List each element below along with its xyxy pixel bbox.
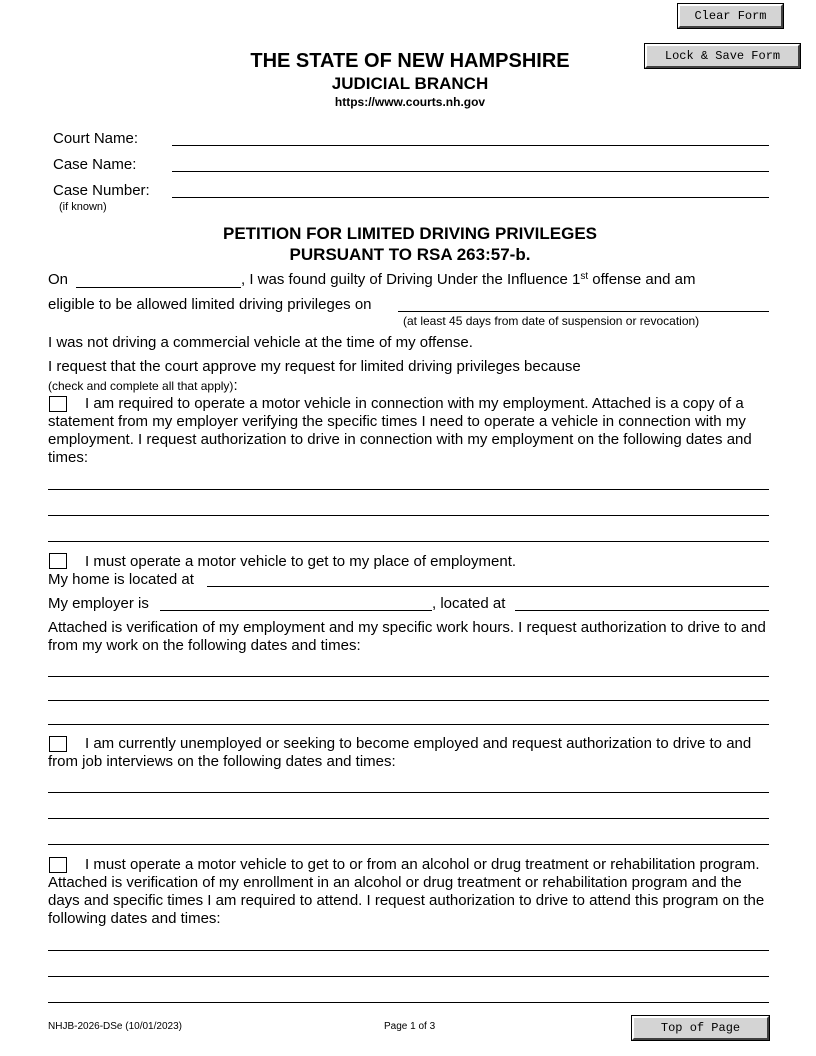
petition-title: PETITION FOR LIMITED DRIVING PRIVILEGES <box>222 224 598 243</box>
employer-name-field[interactable] <box>160 610 432 611</box>
case-number-field[interactable] <box>172 197 769 198</box>
verification-text: Attached is verification of my employment and my specific work hours. I request authorization to drive to and from my work on the following dates and times: <box>48 619 766 654</box>
case-name-field[interactable] <box>172 171 769 172</box>
employer-is-label: My employer is <box>48 595 149 612</box>
branch-heading: JUDICIAL BRANCH <box>331 74 489 93</box>
treatment-text: I must operate a motor vehicle to get to or from an alcohol or drug treatment or rehabilitation program. Attached is verification of my enrollment in an alcohol or drug treatment or rehabilitation program and the days and specific times I am required to attend. I request authorization to drive to attend this program on the following dates and times: <box>48 856 765 927</box>
page-number: Page 1 of 3 <box>384 1021 436 1032</box>
work-times-line-3[interactable] <box>48 724 769 725</box>
to-employment-checkbox[interactable] <box>49 553 67 569</box>
on-label: On <box>48 271 69 288</box>
petition-subtitle: PURSUANT TO RSA 263:57-b. <box>289 245 531 264</box>
treatment-times-line-3[interactable] <box>48 1002 769 1003</box>
court-name-field[interactable] <box>172 145 769 146</box>
not-commercial-text: I was not driving a commercial vehicle at the time of my offense. <box>48 334 473 351</box>
work-times-line-1[interactable] <box>48 676 769 677</box>
if-known-note: (if known) <box>59 201 107 213</box>
check-all-note: (check and complete all that apply): <box>48 377 238 394</box>
eligible-date-field[interactable] <box>398 311 769 312</box>
employment-operate-text: I am required to operate a motor vehicle in connection with my employment. Attached is a copy of a statement from my employer verifying the specific times I need to operate a vehicle in connection with my employment. I request authorization to drive in connection with my employment on the following dates and times: <box>48 395 752 466</box>
court-url: https://www.courts.nh.gov <box>334 95 486 109</box>
interview-times-line-3[interactable] <box>48 844 769 845</box>
employment-times-line-2[interactable] <box>48 515 769 516</box>
unemployed-text: I am currently unemployed or seeking to become employed and request authorization to drive to and from job interviews on the following dates and times: <box>48 735 752 770</box>
interview-times-line-2[interactable] <box>48 818 769 819</box>
request-text: I request that the court approve my request for limited driving privileges because <box>48 358 581 375</box>
employer-address-field[interactable] <box>515 610 769 611</box>
treatment-times-line-2[interactable] <box>48 976 769 977</box>
employment-times-line-1[interactable] <box>48 489 769 490</box>
court-name-label: Court Name: <box>53 130 139 147</box>
treatment-times-line-1[interactable] <box>48 950 769 951</box>
interview-times-line-1[interactable] <box>48 792 769 793</box>
form-id: NHJB-2026-DSe (10/01/2023) <box>48 1021 182 1032</box>
state-heading: THE STATE OF NEW HAMPSHIRE <box>250 50 570 72</box>
home-located-label: My home is located at <box>48 571 194 588</box>
located-at-label: , located at <box>432 595 506 612</box>
employment-times-line-3[interactable] <box>48 541 769 542</box>
found-guilty-text: , I was found guilty of Driving Under the Influence 1st offense and am <box>241 271 696 288</box>
lock-save-form-button[interactable]: Lock & Save Form <box>645 44 800 68</box>
case-name-label: Case Name: <box>53 156 137 173</box>
top-of-page-button[interactable]: Top of Page <box>632 1016 769 1040</box>
conviction-date-field[interactable] <box>76 287 241 288</box>
clear-form-button[interactable]: Clear Form <box>678 4 783 28</box>
home-address-field[interactable] <box>207 586 769 587</box>
eligible-date-note: (at least 45 days from date of suspension or revocation) <box>403 314 700 328</box>
to-employment-text: I must operate a motor vehicle to get to my place of employment. <box>85 553 517 570</box>
eligible-text: eligible to be allowed limited driving privileges on <box>48 296 372 313</box>
work-times-line-2[interactable] <box>48 700 769 701</box>
case-number-label: Case Number: <box>53 182 150 199</box>
